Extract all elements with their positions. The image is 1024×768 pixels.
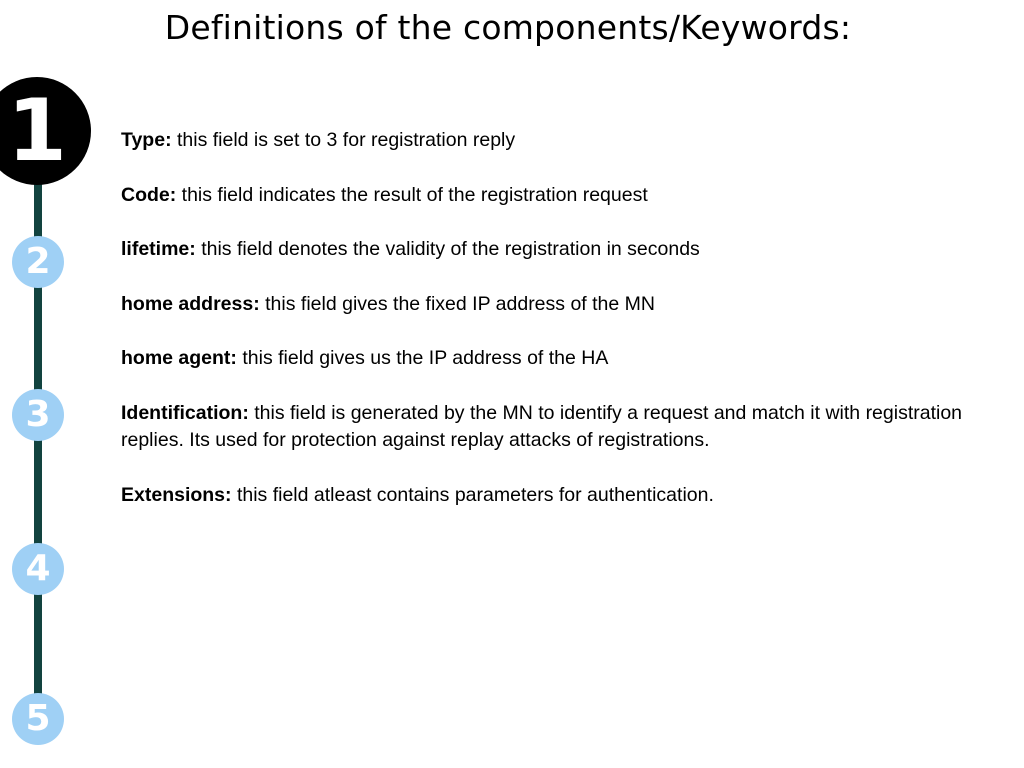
definition-text: this field is generated by the MN to identify a request and match it with registration replies. Its used for protection against replay attacks of registrations. — [121, 401, 963, 451]
step-2-indicator: 2 — [12, 236, 64, 288]
definition-text: this field denotes the validity of the registration in seconds — [201, 238, 700, 260]
definition-term: Code: — [121, 183, 177, 206]
definition-extensions — [121, 482, 1001, 510]
definition-type — [121, 127, 1001, 155]
definition-term: home agent: — [121, 347, 237, 369]
step-1-indicator: 1 — [0, 77, 91, 185]
definition-text: this field gives the fixed IP address of the MN — [265, 292, 655, 315]
definition-term: Extensions: — [121, 483, 232, 506]
step-5-indicator: 5 — [12, 693, 64, 745]
definition-identification — [121, 400, 1001, 455]
definition-term: home address: — [121, 292, 260, 315]
definitions-list — [121, 127, 1001, 536]
definition-term: Identification: — [121, 401, 249, 424]
definition-text: this field gives us the IP address of the HA — [242, 347, 609, 369]
step-3-indicator: 3 — [12, 389, 64, 441]
slide-title: Definitions of the components/Keywords: — [164, 8, 852, 47]
definition-code — [121, 182, 1001, 210]
definition-text: this field atleast contains parameters for authentication. — [236, 483, 714, 506]
definition-term: lifetime: — [121, 238, 196, 260]
definition-lifetime — [121, 236, 1001, 264]
step-4-indicator: 4 — [12, 543, 64, 595]
definition-term: Type: — [121, 129, 172, 151]
definition-text: this field is set to 3 for registration reply — [176, 129, 516, 151]
definition-home-agent — [121, 345, 1001, 373]
definition-text: this field indicates the result of the registration request — [181, 183, 648, 206]
definition-home-address — [121, 291, 1001, 319]
